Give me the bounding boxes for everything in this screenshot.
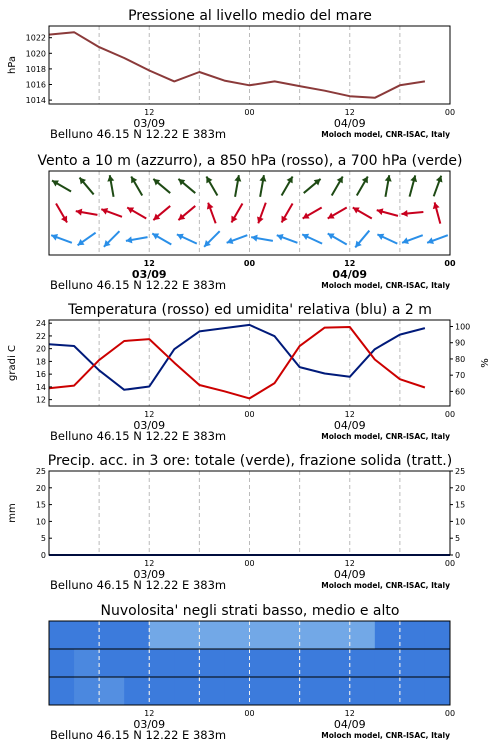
wind-arrow-10m <box>177 234 197 244</box>
y-axis-label: mm <box>7 503 18 523</box>
cloud-cell-alto <box>174 621 200 650</box>
cloud-cell-alto <box>350 621 376 650</box>
wind-arrow-850hpa <box>303 208 322 219</box>
x-tick-label: 12 <box>344 410 355 419</box>
wind-arrow-850hpa <box>401 210 423 217</box>
y-tick-label: 25 <box>455 467 466 476</box>
cloud-cell-basso <box>149 677 175 706</box>
panel-cloud <box>49 603 455 742</box>
wind-arrow-10m <box>402 235 423 244</box>
y-tick-label: 1022 <box>25 33 46 43</box>
wind-arrow-850hpa <box>76 209 98 216</box>
y-tick-label: 70 <box>455 371 466 381</box>
x-tick-label: 12 <box>344 559 355 568</box>
cloud-cell-basso <box>199 677 225 706</box>
date-label: 03/09 <box>133 568 166 581</box>
temperature-line <box>49 327 425 398</box>
y-axis-label: gradi C <box>7 345 18 381</box>
cloud-cell-medio <box>99 649 125 678</box>
cloud-cell-basso <box>400 677 426 706</box>
y-tick-label: 0 <box>40 551 46 560</box>
y-tick-label: 20 <box>35 483 46 493</box>
cloud-cell-alto <box>224 621 250 650</box>
wind-arrow-700hpa <box>357 176 368 195</box>
wind-arrow-850hpa-head <box>433 202 440 209</box>
cloud-cell-alto <box>49 621 75 650</box>
date-label: 04/09 <box>332 268 368 281</box>
cloud-cell-basso <box>425 677 451 706</box>
cloud-cell-alto <box>250 621 276 650</box>
y-tick-label: 90 <box>455 338 466 348</box>
date-label: 03/09 <box>133 718 166 731</box>
cloud-cell-alto <box>300 621 326 650</box>
cloud-cell-medio <box>350 649 376 678</box>
cloud-cell-medio <box>375 649 401 678</box>
wind-arrow-10m <box>78 233 96 246</box>
chart-title: Nuvolosita' negli strati basso, medio e alto <box>100 603 400 619</box>
wind-arrow-700hpa <box>178 179 195 193</box>
cloud-cell-basso <box>375 677 401 706</box>
cloud-cell-medio <box>325 649 351 678</box>
wind-arrow-700hpa <box>153 179 170 193</box>
cloud-cell-medio <box>174 649 200 678</box>
wind-arrow-700hpa <box>385 175 392 197</box>
wind-arrow-850hpa <box>101 208 122 217</box>
date-label: 04/09 <box>333 568 366 581</box>
date-label: 03/09 <box>133 419 166 432</box>
chart-title: Vento a 10 m (azzurro), a 850 hPa (rosso), a 700 hPa (verde) <box>37 153 463 169</box>
x-tick-label: 12 <box>144 709 155 718</box>
x-tick-label: 00 <box>444 108 456 117</box>
wind-arrow-10m <box>126 236 148 243</box>
credit-label: Moloch model, CNR-ISAC, Italy <box>321 432 450 441</box>
cloud-cell-alto <box>400 621 426 650</box>
y-tick-label: 10 <box>455 517 466 527</box>
wind-arrow-850hpa <box>231 203 242 222</box>
y-tick-label: 80 <box>455 354 466 364</box>
y-tick-label: 18 <box>35 357 46 367</box>
chart-title: Precip. acc. in 3 ore: totale (verde), frazione solida (tratt.) <box>47 453 453 469</box>
cloud-cell-basso <box>99 677 125 706</box>
x-tick-label: 00 <box>444 709 456 718</box>
date-label: 04/09 <box>333 117 366 130</box>
wind-arrow-10m <box>302 234 322 244</box>
cloud-cell-alto <box>74 621 100 650</box>
cloud-cell-alto <box>199 621 225 650</box>
wind-arrow-700hpa <box>234 175 241 197</box>
cloud-cell-basso <box>74 677 100 706</box>
cloud-cell-medio <box>199 649 225 678</box>
y-tick-label: 1016 <box>25 80 46 90</box>
y-tick-label: 10 <box>35 517 46 527</box>
x-tick-label: 12 <box>344 108 355 117</box>
location-label: Belluno 46.15 N 12.22 E 383m <box>50 278 227 292</box>
location-label: Belluno 46.15 N 12.22 E 383m <box>50 578 227 592</box>
wind-arrow-850hpa <box>153 206 170 220</box>
wind-arrow-10m <box>355 231 369 248</box>
cloud-cell-medio <box>250 649 276 678</box>
y-tick-label: 20 <box>455 483 466 493</box>
x-tick-label: 00 <box>444 410 456 419</box>
x-tick-label: 00 <box>244 559 255 568</box>
y-tick-label: 5 <box>455 534 461 544</box>
location-label: Belluno 46.15 N 12.22 E 383m <box>50 429 227 443</box>
cloud-cell-alto <box>275 621 301 650</box>
wind-arrow-700hpa <box>304 179 321 193</box>
date-label: 03/09 <box>131 268 167 281</box>
cloud-cell-medio <box>124 649 150 678</box>
x-tick-label: 12 <box>144 108 155 117</box>
wind-arrow-850hpa-head <box>401 210 407 217</box>
wind-arrow-850hpa <box>377 208 398 216</box>
x-tick-label: 12 <box>344 259 356 268</box>
chart-title: Pressione al livello medio del mare <box>128 8 372 24</box>
wind-arrow-700hpa-head <box>410 175 417 182</box>
cloud-cell-medio <box>149 649 175 678</box>
y-tick-label: 15 <box>455 500 466 510</box>
x-tick-label: 12 <box>143 259 155 268</box>
cloud-cell-basso <box>174 677 200 706</box>
humidity-line <box>49 325 425 390</box>
cloud-cell-medio <box>224 649 250 678</box>
x-tick-label: 00 <box>244 410 255 419</box>
wind-arrow-10m <box>204 231 220 247</box>
cloud-cell-medio <box>74 649 100 678</box>
cloud-cell-alto <box>124 621 150 650</box>
cloud-cell-medio <box>400 649 426 678</box>
y-tick-label: 25 <box>35 467 46 476</box>
x-tick-label: 12 <box>144 559 155 568</box>
wind-arrow-10m <box>251 235 273 242</box>
y-tick-label: 1020 <box>25 49 46 59</box>
wind-arrow-850hpa <box>207 203 216 224</box>
cloud-cell-basso <box>49 677 75 706</box>
wind-arrow-700hpa <box>259 175 266 197</box>
date-label: 03/09 <box>133 117 166 130</box>
wind-arrow-850hpa <box>178 206 195 220</box>
wind-arrow-850hpa <box>433 202 441 223</box>
cloud-cell-medio <box>49 649 75 678</box>
wind-arrow-850hpa <box>257 203 266 224</box>
wind-arrow-850hpa-head <box>377 208 384 215</box>
panel-temp <box>7 302 491 443</box>
cloud-cell-alto <box>325 621 351 650</box>
x-tick-label: 00 <box>244 108 255 117</box>
y-tick-label: 1018 <box>25 64 46 74</box>
wind-arrow-700hpa <box>434 176 443 197</box>
cloud-cell-basso <box>300 677 326 706</box>
x-tick-label: 00 <box>244 709 255 718</box>
cloud-cell-basso <box>124 677 150 706</box>
wind-arrow-850hpa <box>56 203 67 222</box>
wind-arrow-850hpa <box>328 208 347 219</box>
wind-arrow-10m <box>104 231 120 247</box>
wind-arrow-700hpa <box>332 176 343 195</box>
cloud-cell-alto <box>425 621 451 650</box>
panel-wind <box>37 153 462 292</box>
wind-arrow-850hpa <box>353 207 372 218</box>
cloud-cell-basso <box>325 677 351 706</box>
cloud-cell-alto <box>375 621 401 650</box>
x-tick-label: 12 <box>344 709 355 718</box>
y-tick-label: 60 <box>455 387 466 397</box>
y-tick-label: 16 <box>35 370 46 380</box>
cloud-cell-basso <box>224 677 250 706</box>
wind-arrow-700hpa <box>206 176 217 195</box>
y-tick-label: 5 <box>40 534 46 544</box>
wind-arrow-10m <box>51 234 72 243</box>
credit-label: Moloch model, CNR-ISAC, Italy <box>321 281 450 290</box>
credit-label: Moloch model, CNR-ISAC, Italy <box>321 731 450 740</box>
panel-pressure <box>7 8 455 141</box>
cloud-cell-alto <box>149 621 175 650</box>
location-label: Belluno 46.15 N 12.22 E 383m <box>50 127 227 141</box>
y-axis-label-right: % <box>480 358 491 368</box>
cloud-cell-medio <box>300 649 326 678</box>
wind-arrow-700hpa <box>80 178 94 195</box>
y-tick-label: 22 <box>35 331 46 341</box>
credit-label: Moloch model, CNR-ISAC, Italy <box>321 581 450 590</box>
y-tick-label: 14 <box>35 382 46 392</box>
location-label: Belluno 46.15 N 12.22 E 383m <box>50 728 227 742</box>
x-tick-label: 12 <box>144 410 155 419</box>
wind-arrow-700hpa <box>52 180 71 191</box>
y-tick-label: 100 <box>455 322 471 332</box>
cloud-cell-alto <box>99 621 125 650</box>
wind-arrow-700hpa <box>131 176 142 195</box>
cloud-cell-medio <box>275 649 301 678</box>
wind-arrow-10m <box>152 233 171 244</box>
date-label: 04/09 <box>333 419 366 432</box>
y-tick-label: 20 <box>35 344 46 354</box>
wind-arrow-700hpa <box>282 176 293 195</box>
y-tick-label: 15 <box>35 500 46 510</box>
wind-arrow-10m <box>227 235 248 244</box>
x-tick-label: 00 <box>444 259 456 268</box>
x-tick-label: 00 <box>444 559 456 568</box>
date-label: 04/09 <box>333 718 366 731</box>
y-tick-label: 0 <box>455 551 461 560</box>
cloud-cell-medio <box>425 649 451 678</box>
wind-arrow-10m <box>377 234 397 244</box>
y-tick-label: 24 <box>35 319 46 329</box>
y-axis-label: hPa <box>7 55 18 75</box>
wind-arrow-10m <box>328 233 347 244</box>
wind-arrow-700hpa <box>107 175 114 197</box>
wind-arrow-10m <box>277 234 298 243</box>
credit-label: Moloch model, CNR-ISAC, Italy <box>321 130 450 139</box>
chart-title: Temperatura (rosso) ed umidita' relativa (blu) a 2 m <box>68 302 432 318</box>
pressure-line <box>49 32 425 98</box>
cloud-cell-basso <box>350 677 376 706</box>
cloud-cell-basso <box>275 677 301 706</box>
wind-arrow-700hpa <box>410 175 418 196</box>
panel-precip <box>7 453 465 592</box>
x-tick-label: 00 <box>243 259 256 268</box>
wind-arrow-850hpa <box>127 207 146 218</box>
y-tick-label: 12 <box>35 395 46 405</box>
cloud-cell-basso <box>250 677 276 706</box>
y-tick-label: 1014 <box>25 96 46 106</box>
wind-arrow-850hpa <box>282 203 293 222</box>
wind-arrow-10m <box>427 235 448 244</box>
